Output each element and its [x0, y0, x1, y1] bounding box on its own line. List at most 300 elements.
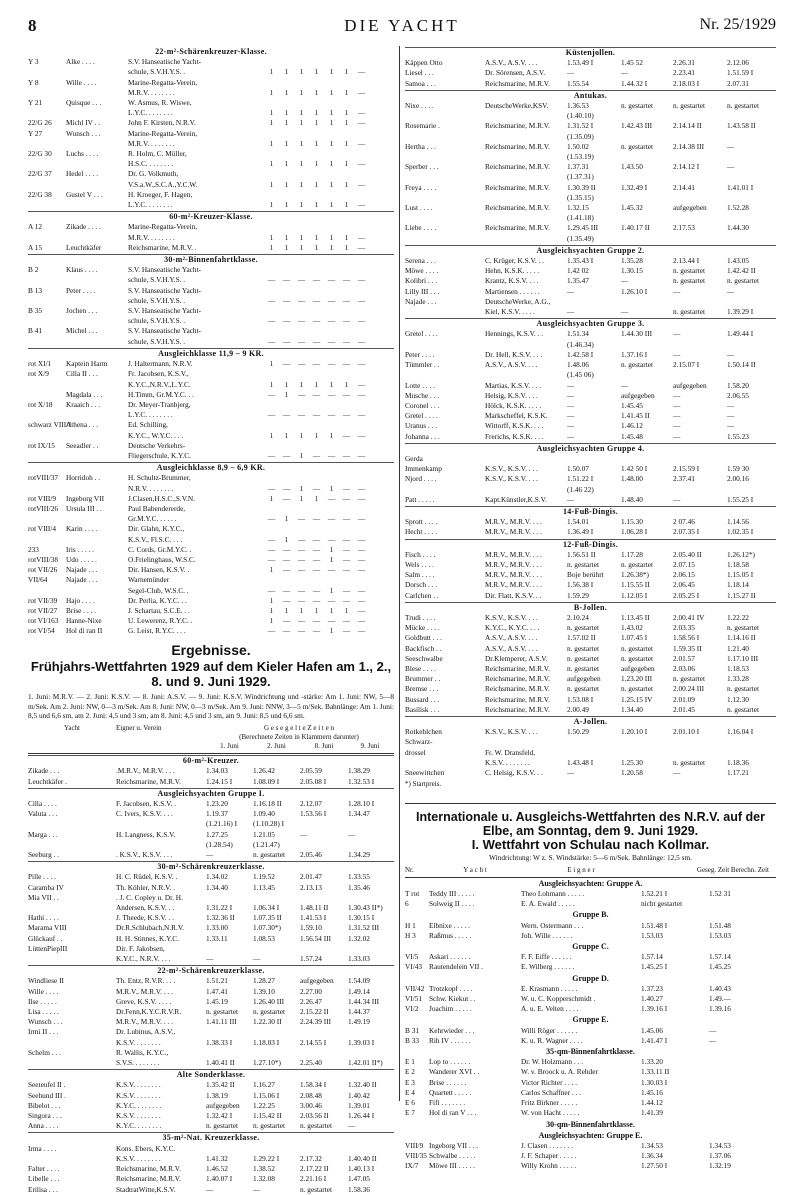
time-day-2: 1.30.15 — [621, 266, 643, 276]
time-day-1: 1.34.40 — [206, 882, 228, 892]
yacht-name: Fifi . . . . . . . — [429, 1098, 466, 1108]
sail-number: rot VII/27 — [28, 605, 58, 615]
time-day-1: 1.57.02 II — [567, 633, 596, 643]
result-row — [28, 1154, 394, 1164]
time-day-3: n. gestartet — [673, 276, 706, 286]
yacht-name: Joachim . . . . . — [429, 1004, 472, 1014]
yacht-name: Glückauf . . — [28, 933, 63, 943]
result-row — [405, 213, 776, 223]
yacht-name: Solweig II . . . . — [429, 899, 475, 909]
owner-club: schule, S.V.H.Y.S. . — [128, 336, 186, 346]
table-row — [28, 494, 394, 504]
sail-number — [28, 586, 66, 596]
time-day-3: 1.53.56 I — [300, 809, 327, 819]
time-day-4 — [727, 748, 775, 758]
time-day-1: n. gestartet — [206, 1007, 239, 1017]
race-mark: — — [312, 585, 321, 595]
race-mark: 1 — [269, 118, 274, 128]
race-mark: — — [357, 138, 366, 148]
table-row — [28, 626, 394, 636]
owner-club: K.S.V., K.S.V. . . . — [485, 474, 538, 484]
owner-club: A.S.V., A.S.V. . . . — [485, 360, 538, 370]
yacht-name — [405, 758, 485, 768]
time-day-3: aufgegeben — [673, 203, 707, 213]
race-mark: 1 — [329, 605, 334, 615]
race-mark: 1 — [284, 118, 289, 128]
race-mark: 1 — [329, 159, 334, 169]
race-mark: — — [267, 534, 276, 544]
table-row — [28, 306, 394, 316]
owner-club: Hennings, K.S.V. . . — [485, 329, 544, 339]
sail-number: H 1 — [405, 920, 416, 930]
result-row — [405, 1141, 776, 1151]
sail-number: rot VIII/4 — [28, 524, 57, 534]
race-mark: 1 — [284, 138, 289, 148]
yacht-name: Ingeborg VII . . . — [429, 1140, 478, 1150]
table-row — [28, 98, 394, 108]
time-day-4 — [348, 1048, 392, 1058]
race-mark: — — [312, 336, 321, 346]
table-row — [28, 78, 394, 88]
corrected-time: 1.39.16 — [709, 1004, 731, 1014]
yacht-name: Anna . . . . — [28, 1121, 59, 1131]
time-day-1: 1.45.19 — [206, 996, 228, 1006]
owner-club: DeutscheWerke, A.G., — [485, 296, 551, 306]
time-day-1: 1.56.38 I — [567, 580, 594, 590]
time-day-3 — [673, 370, 727, 380]
yacht-name: Leuchtkäfer — [66, 242, 102, 252]
sailed-time: 1.40.27 — [641, 994, 663, 1004]
yacht-name — [66, 296, 128, 306]
time-day-3: 2.14.41 — [673, 182, 695, 192]
corrected-time: 1.34.53 — [709, 1140, 731, 1150]
result-row — [405, 297, 776, 307]
sail-number: VII/64 — [28, 575, 48, 585]
race-mark: 1 — [344, 179, 349, 189]
time-day-4: 1.17.10 III — [727, 653, 759, 663]
time-day-2: 1.18.03 I — [253, 1037, 280, 1047]
time-day-1: 1.51.34 — [567, 329, 589, 339]
time-day-3: 2.14.55 I — [300, 1037, 327, 1047]
time-day-4: — — [727, 421, 735, 431]
race-mark: — — [297, 534, 306, 544]
sail-number: rot VI/54 — [28, 626, 55, 636]
class-heading: B-Jollen. — [405, 602, 776, 613]
table-row — [28, 586, 394, 596]
race-mark: — — [282, 483, 291, 493]
owner-club — [485, 193, 567, 203]
table-row — [28, 441, 394, 451]
owner-club: . J. C. Copley u. Dr. H. — [116, 892, 183, 902]
corrected-time — [709, 1108, 769, 1118]
result-row — [28, 1174, 394, 1184]
sailed-time: 1.45.25 I — [641, 962, 668, 972]
owner-club: M.R.V., M.R.V. . . . — [485, 580, 542, 590]
result-row — [28, 944, 394, 954]
class-heading: Ausgleichklasse 8,9 – 6,9 KR. — [28, 462, 394, 473]
time-day-1: (1.35.49) — [567, 233, 594, 243]
corrected-time: — — [709, 1025, 717, 1035]
race-mark: — — [327, 514, 336, 524]
owner-club: K.Y.C. . . . . . . . — [116, 1121, 162, 1131]
yacht-name: Carlchen . . — [405, 590, 439, 600]
time-day-4 — [727, 213, 775, 223]
yacht-name: Lisa . . . . . — [28, 1007, 59, 1017]
owner-club: Kiel, K.S.V. . . . . — [485, 307, 535, 317]
yacht-name: Hathi . . . . — [28, 913, 59, 923]
time-day-4 — [727, 193, 775, 203]
race-mark: 1 — [269, 430, 274, 440]
sail-number: VI/43 — [405, 962, 423, 972]
time-day-3: — — [673, 286, 681, 296]
race-mark: 1 — [314, 605, 319, 615]
time-day-2 — [621, 370, 673, 380]
race-mark: 1 — [269, 138, 274, 148]
time-day-2 — [621, 111, 673, 121]
result-row — [405, 1036, 776, 1046]
time-day-2: 1.34.40 — [621, 704, 643, 714]
sail-number — [28, 233, 66, 243]
owner-club — [485, 370, 567, 380]
sail-number: rotVIII/26 — [28, 503, 58, 513]
time-day-3: 1.56.54 III — [300, 933, 332, 943]
race-mark: — — [327, 295, 336, 305]
race-mark: — — [357, 232, 366, 242]
class-heading: 60-m²-Kreuzer. — [28, 755, 394, 766]
class-heading: Küstenjollen. — [405, 47, 776, 58]
owner-club — [116, 840, 206, 850]
race-mark: — — [282, 336, 291, 346]
result-row — [28, 777, 394, 787]
owner-club: Reichsmarine, M.R.V. — [485, 78, 550, 88]
time-day-2 — [253, 893, 300, 903]
result-row — [28, 819, 394, 829]
yacht-name: Hol di ran V . . . — [429, 1108, 477, 1118]
yacht-name: Najade . . . — [405, 296, 437, 306]
owner-name: W. von Hacht . . . . . — [521, 1108, 580, 1118]
race-mark: — — [357, 483, 366, 493]
sail-number: rotVIII/38 — [28, 554, 58, 564]
race-mark: — — [357, 336, 366, 346]
yacht-name: Zikade . . . . — [66, 222, 101, 232]
class-heading: 12-Fuß-Dingis. — [405, 539, 776, 550]
footnote: *) Startpreis. — [405, 780, 442, 789]
time-day-4 — [727, 132, 775, 142]
owner-club: H.Timm, Gr.M.Y.C. . . — [128, 389, 194, 399]
time-day-1: 1.53.49 I — [567, 58, 594, 68]
owner-club: Reichsmarine, M.R.V. — [485, 704, 550, 714]
race-mark: — — [357, 359, 366, 369]
time-day-1: (1.40.10) — [567, 111, 594, 121]
time-day-2: 1.08.53 — [253, 933, 275, 943]
international-section — [405, 803, 776, 1171]
time-day-4: 1.51.59 I — [727, 68, 754, 78]
result-row — [405, 748, 776, 758]
time-day-1: 1.43.48 I — [567, 757, 594, 767]
owner-club: Deutsche Verkehrs- — [128, 440, 186, 450]
race-mark: 1 — [269, 179, 274, 189]
race-mark: 1 — [269, 605, 274, 615]
time-day-2: 1.48.40 — [621, 494, 643, 504]
result-row — [28, 883, 394, 893]
owner-club: R. Wallis, K.Y.C., — [116, 1047, 169, 1057]
time-day-3 — [673, 213, 727, 223]
table-row — [28, 390, 394, 400]
yacht-name: Seeburg . . — [28, 850, 60, 859]
time-day-4: n. gestartet — [727, 276, 760, 286]
time-day-3: 2.17.32 — [300, 1153, 322, 1163]
time-day-3: — — [673, 494, 681, 504]
time-day-2: — — [621, 68, 629, 78]
race-mark: — — [342, 336, 351, 346]
time-day-1: 1.19.37 — [206, 809, 228, 819]
time-day-3 — [673, 737, 727, 747]
race-mark: 1 — [299, 430, 304, 440]
international-column-header — [405, 866, 776, 875]
yacht-name: Schwarz- — [405, 737, 433, 747]
yacht-name: Hanne-Nixe — [66, 616, 102, 626]
race-mark: — — [267, 295, 276, 305]
sailed-time: 1.37.23 — [641, 983, 663, 993]
race-mark: — — [312, 544, 321, 554]
yacht-name: Dorsch . . . — [405, 580, 438, 590]
time-day-1: 2.10.24 — [567, 612, 589, 622]
yacht-name: Wanderer XVI . . — [429, 1067, 480, 1077]
time-day-2: 1.26.42 — [253, 766, 275, 776]
time-day-4: n. gestartet — [727, 623, 760, 633]
yacht-name: Liebe . . . . — [405, 223, 437, 233]
yacht-name: Freya . . . . — [405, 182, 437, 192]
race-mark: 1 — [344, 67, 349, 77]
sail-number: Y 21 — [28, 98, 43, 108]
result-row — [405, 1026, 776, 1036]
yacht-name — [66, 233, 128, 243]
result-row — [28, 1027, 394, 1037]
time-day-3: n. gestartet — [673, 757, 706, 767]
owner-club: Greve, K.S.V. . . . . — [116, 996, 172, 1006]
owner-club: Hehn, K.S.K. . . . . — [485, 266, 540, 276]
time-day-3: n. gestartet — [673, 307, 706, 317]
owner-club — [485, 454, 567, 464]
owner-club: Reichsmarine, M.R.V. — [485, 182, 550, 192]
owner-club: Paul Babendererde, — [128, 503, 186, 513]
group-heading: 35-qm-Binnenfahrtklasse. — [546, 1047, 635, 1057]
yacht-name — [66, 67, 128, 77]
race-mark: — — [282, 359, 291, 369]
owner-club: Dr. G. Volkmuth, — [128, 169, 179, 179]
yacht-name: Karin . . . . — [66, 524, 98, 534]
time-day-4: 1.49.14 — [348, 986, 370, 996]
time-day-3: 2.15.22 II — [300, 1007, 329, 1017]
race-mark: — — [342, 544, 351, 554]
owner-club: Reichsmarine, M.R.V. — [116, 776, 181, 786]
time-day-1 — [567, 454, 621, 464]
race-mark: — — [267, 585, 276, 595]
result-row — [405, 234, 776, 244]
race-mark: — — [357, 565, 366, 575]
time-day-3: 1.59.35 II — [673, 643, 702, 653]
race-mark: 1 — [299, 179, 304, 189]
time-day-4: 1.58.20 — [727, 380, 749, 390]
owner-name: E. Wilberg . . . . . . — [521, 962, 575, 972]
time-day-1: 1.40.07 I — [206, 1174, 233, 1184]
sail-number: rotVIII/37 — [28, 473, 58, 483]
table-row — [28, 596, 394, 606]
yacht-name: Raßmus . . . . . — [429, 930, 472, 940]
owner-name: Carlos Schaffner . . . — [521, 1087, 582, 1097]
result-row — [28, 799, 394, 809]
time-day-2: 1.22.25 — [253, 1100, 275, 1110]
time-day-3 — [673, 234, 727, 244]
table-row — [28, 233, 394, 243]
race-mark: 1 — [284, 430, 289, 440]
time-day-3 — [673, 152, 727, 162]
time-day-4 — [727, 485, 775, 495]
owner-name: J. F. Schaper . . . . . — [521, 1151, 577, 1161]
yacht-name: Salm . . . . — [405, 570, 435, 580]
yacht-name — [405, 485, 485, 495]
results-column-header — [28, 724, 394, 751]
owner-club: Krantz, K.S.V. . . . — [485, 276, 539, 286]
owner-club: H. C. Rüdel, K.S.V. . — [116, 872, 178, 882]
sail-number — [28, 380, 66, 390]
yacht-name: Backfisch . . — [405, 643, 442, 653]
time-day-1: (1.46.34) — [567, 339, 594, 349]
sailed-time: 1.52.21 I — [641, 889, 668, 899]
race-mark: — — [342, 514, 351, 524]
yacht-name: Uranus . . . — [405, 421, 438, 431]
race-mark: — — [312, 450, 321, 460]
class-heading: Ausgleichklasse 11,9 – 9 KR. — [28, 348, 394, 359]
race-mark: — — [342, 585, 351, 595]
race-mark: — — [297, 336, 306, 346]
time-day-3: n. gestartet — [300, 1121, 333, 1131]
owner-name: E. A. Ewald . . . . . — [521, 899, 575, 909]
time-day-3: n. gestartet — [673, 674, 706, 684]
yacht-name: Kraaich . . . — [66, 399, 101, 409]
time-day-2: n. gestartet — [253, 1007, 286, 1017]
time-day-3: 2.26.47 — [300, 996, 322, 1006]
time-day-2: 1.41.45 II — [621, 411, 650, 421]
time-day-3: 1.58.56 I — [673, 633, 700, 643]
owner-club: Reichsmarine, M.R.V. — [485, 141, 550, 151]
owner-club: C. Cords, Gr.M.Y.C. . — [128, 544, 192, 554]
result-row — [405, 132, 776, 142]
time-day-4: 1.12.30 — [727, 694, 749, 704]
race-mark: 1 — [329, 118, 334, 128]
yacht-name: Jochen . . . — [66, 306, 98, 316]
time-day-3: 2.01.47 — [300, 872, 322, 882]
race-mark: 1 — [329, 67, 334, 77]
race-mark: — — [297, 585, 306, 595]
owner-club: K.S.V. . . . . . . . — [485, 757, 530, 767]
class-heading: Ausgleichsyachten Gruppe I. — [28, 788, 394, 799]
time-day-1: 1.40.41 II — [206, 1058, 235, 1068]
sail-number — [28, 108, 66, 118]
time-day-3 — [673, 172, 727, 182]
owner-name: A. u. E. Velten . . . . — [521, 1004, 579, 1014]
time-day-1: — — [567, 400, 575, 410]
race-mark: — — [267, 389, 276, 399]
owner-club: Th. Köhler, N.R.V. . — [116, 882, 175, 892]
time-day-1: aufgegeben — [567, 674, 601, 684]
yacht-name: Sperber . . . — [405, 162, 439, 172]
time-day-3 — [673, 454, 727, 464]
class-heading: Ausgleichsyachten Gruppe 3. — [405, 318, 776, 329]
sail-number: A 12 — [28, 222, 42, 232]
owner-club: Reichsmarine, M.R.V. — [485, 203, 550, 213]
time-day-3: 2.27.00 — [300, 986, 322, 996]
table-row — [28, 410, 394, 420]
time-day-2 — [621, 297, 673, 307]
owner-club: K.Y.C. . . . . . . . — [116, 1100, 162, 1110]
time-day-2: 1.35.28 — [621, 256, 643, 266]
owner-club: K.S.V., K.S.V. . . . — [485, 612, 538, 622]
race-mark: 1 — [329, 108, 334, 118]
yacht-name: Wunsch . . . — [28, 1017, 63, 1027]
time-day-4: 1.40.13 I — [348, 1164, 375, 1174]
race-mark: — — [357, 493, 366, 503]
owner-club: H. Kroeger, F. Hagen, — [128, 189, 193, 199]
race-mark: — — [282, 493, 291, 503]
time-day-1: 1.38.19 — [206, 1090, 228, 1100]
race-mark: — — [342, 450, 351, 460]
table-row — [28, 222, 394, 232]
result-row — [28, 976, 394, 986]
time-day-1: (1.28.54) — [206, 839, 233, 849]
race-mark: — — [282, 544, 291, 554]
yacht-name — [66, 200, 128, 210]
result-row — [28, 1091, 394, 1101]
race-mark: 1 — [269, 565, 274, 575]
time-day-3: 2.05.59 — [300, 766, 322, 776]
yacht-name: Kolibri . . . — [405, 276, 438, 286]
time-day-3: aufgegeben — [673, 380, 707, 390]
time-day-2: 1.45.32 — [621, 203, 643, 213]
time-day-3: — — [673, 329, 681, 339]
time-day-1: 1.23.20 — [206, 798, 228, 808]
yacht-name: Quartett . . . . . — [429, 1087, 472, 1097]
owner-club: K.S.V., K.S.V. . . . — [485, 464, 538, 474]
time-day-2: 1.09.40 — [253, 809, 275, 819]
time-day-4: 1.40.42 — [348, 1090, 370, 1100]
time-day-2: 1.25.30 — [621, 757, 643, 767]
yacht-name: Käppen Otto — [405, 58, 443, 68]
owner-club: S.V. Hanseatische Yacht- — [128, 306, 202, 316]
owner-name: K. u. R. Wagner . . . . — [521, 1035, 583, 1045]
time-day-2 — [621, 193, 673, 203]
time-day-2: 1.45.45 — [621, 400, 643, 410]
sail-number: B 41 — [28, 326, 42, 336]
result-row — [28, 1080, 394, 1090]
time-day-4: 1.15.05 I — [727, 570, 754, 580]
table-row — [28, 286, 394, 296]
result-row — [405, 1067, 776, 1077]
time-day-2: 1.27.10*) — [253, 1058, 281, 1068]
owner-club: schule, S.V.H.Y.S. . — [128, 67, 186, 77]
result-row — [405, 684, 776, 694]
time-day-2 — [621, 234, 673, 244]
col-owner: Eigner u. Verein — [116, 724, 162, 733]
sail-number: E 7 — [405, 1108, 415, 1118]
result-row — [28, 1007, 394, 1017]
yacht-name: Patt . . . . . — [405, 494, 435, 504]
time-day-2 — [621, 132, 673, 142]
time-day-3: 2.06.45 — [673, 580, 695, 590]
corrected-time — [709, 1098, 769, 1108]
time-day-1 — [567, 297, 621, 307]
yacht-name — [405, 152, 485, 162]
